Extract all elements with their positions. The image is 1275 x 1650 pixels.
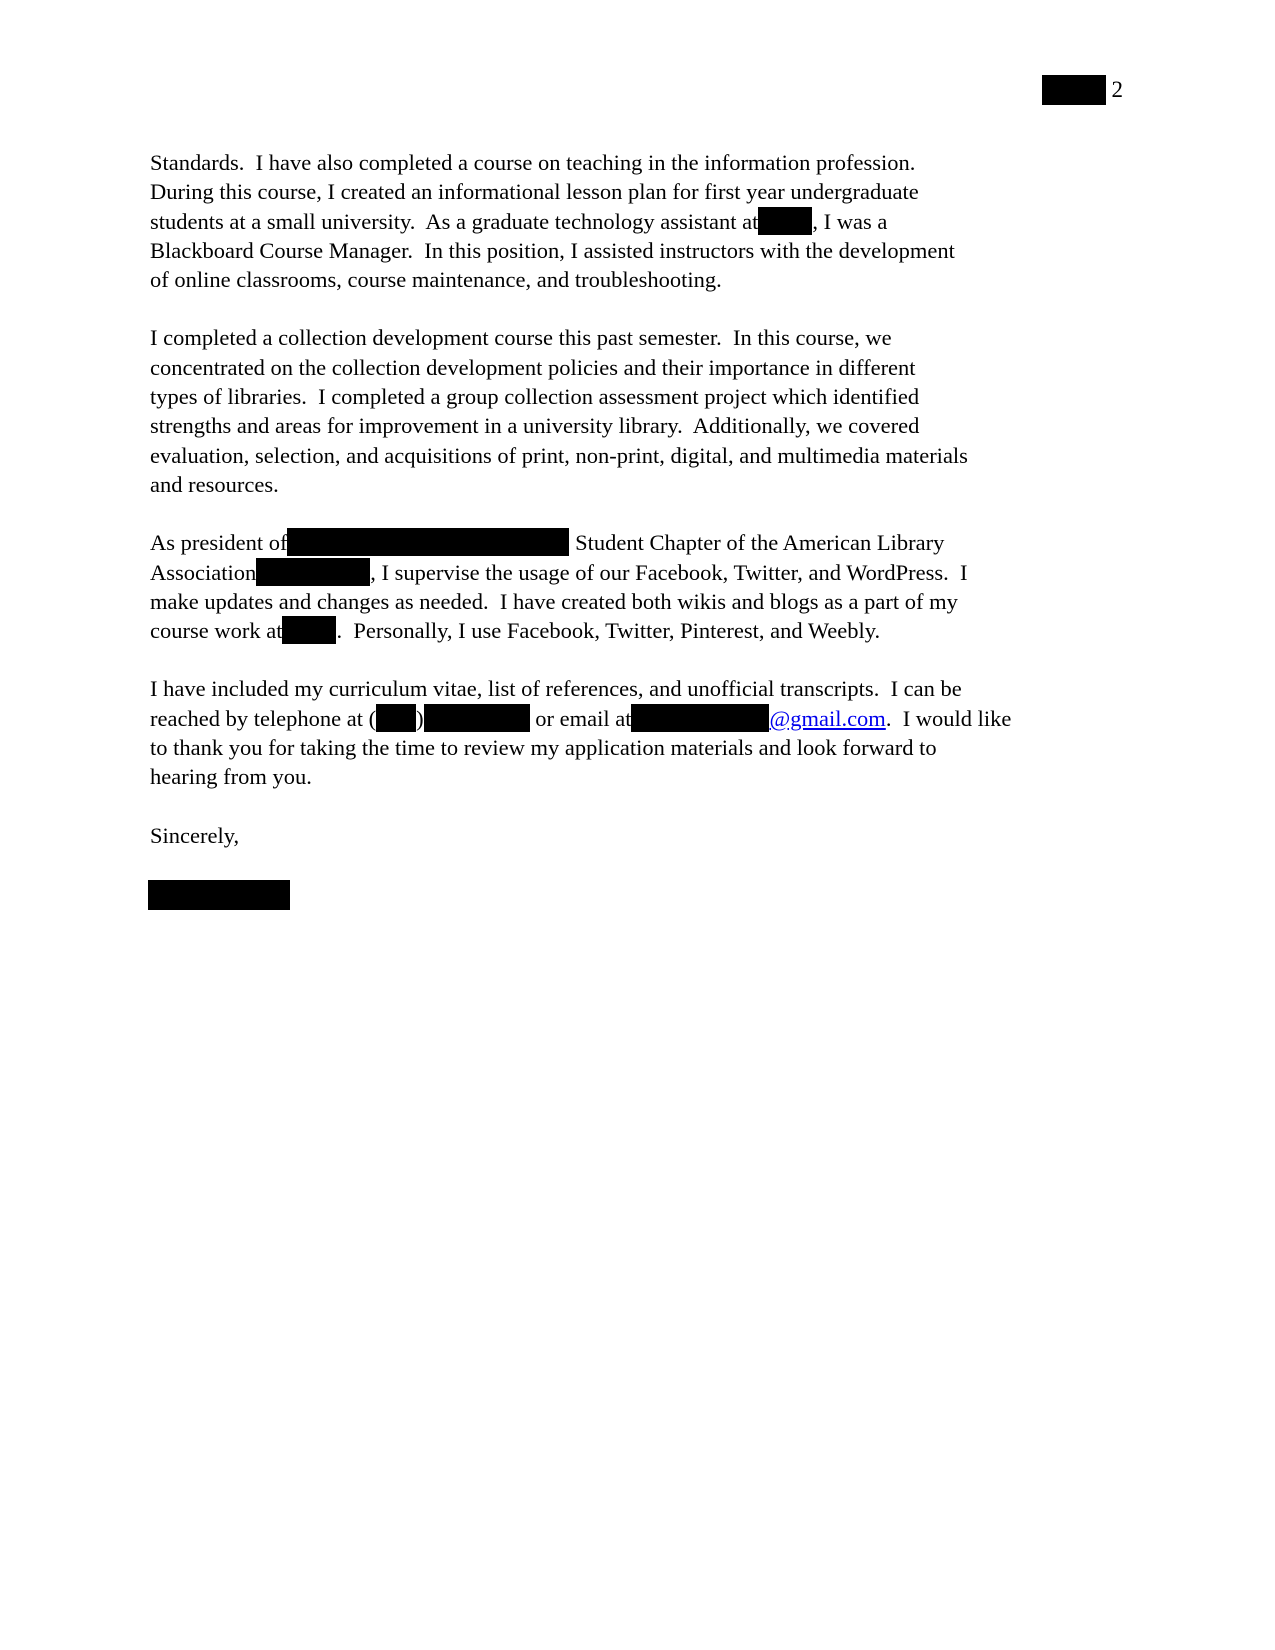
redacted-institution bbox=[758, 207, 812, 235]
paragraph-teaching bbox=[150, 148, 1130, 294]
redacted-phone-number bbox=[424, 704, 530, 732]
redacted-organization bbox=[287, 528, 569, 556]
text-line: students at a small university. As a graduate technology assistant at , I was a bbox=[150, 208, 888, 234]
page-number: 2 bbox=[1111, 77, 1123, 102]
text-line: Blackboard Course Manager. In this position, I assisted instructors with the development bbox=[150, 237, 955, 263]
paragraph-contact bbox=[150, 674, 1130, 791]
page-header bbox=[1042, 75, 1124, 105]
text-line: Association , I supervise the usage of our Facebook, Twitter, and WordPress. I bbox=[150, 559, 968, 585]
redacted-signature bbox=[148, 880, 290, 910]
text-line: of online classrooms, course maintenance, and troubleshooting. bbox=[150, 267, 722, 293]
text-line: I have included my curriculum vitae, list of references, and unofficial transcripts. I can be bbox=[150, 676, 962, 702]
text-line: As president of Student Chapter of the American Library bbox=[150, 530, 945, 556]
text-line: Standards. I have also completed a course on teaching in the information profession. bbox=[150, 150, 916, 175]
email-link[interactable]: @gmail.com bbox=[769, 705, 886, 731]
redacted-email-user bbox=[631, 704, 769, 732]
redacted-area-code bbox=[376, 704, 416, 732]
text-line: make updates and changes as needed. I have created both wikis and blogs as a part of my bbox=[150, 588, 958, 614]
text-line: concentrated on the collection development policies and their importance in different bbox=[150, 354, 916, 380]
text-line: to thank you for taking the time to review my application materials and look forward to bbox=[150, 735, 937, 761]
text-line: evaluation, selection, and acquisitions of print, non-print, digital, and multimedia materials bbox=[150, 442, 968, 468]
text-line: I completed a collection development course this past semester. In this course, we bbox=[150, 325, 892, 351]
text-line: strengths and areas for improvement in a university library. Additionally, we covered bbox=[150, 413, 920, 439]
paragraph-president bbox=[150, 528, 1130, 645]
redacted-abbreviation bbox=[256, 558, 370, 586]
text-line: types of libraries. I completed a group collection assessment project which identified bbox=[150, 384, 920, 410]
text-line: hearing from you. bbox=[150, 764, 312, 790]
text-line: During this course, I created an informational lesson plan for first year undergraduate bbox=[150, 179, 919, 205]
redacted-name-block bbox=[1042, 75, 1106, 105]
paragraph-collection bbox=[150, 323, 1130, 499]
redacted-institution bbox=[282, 616, 336, 644]
closing: Sincerely, bbox=[150, 822, 240, 848]
letter-body bbox=[150, 148, 1130, 879]
text-line: and resources. bbox=[150, 471, 279, 497]
text-line: course work at . Personally, I use Facebook, Twitter, Pinterest, and Weebly. bbox=[150, 618, 881, 644]
text-line: reached by telephone at ( ) or email at @gmail.com. I would like bbox=[150, 705, 1012, 731]
